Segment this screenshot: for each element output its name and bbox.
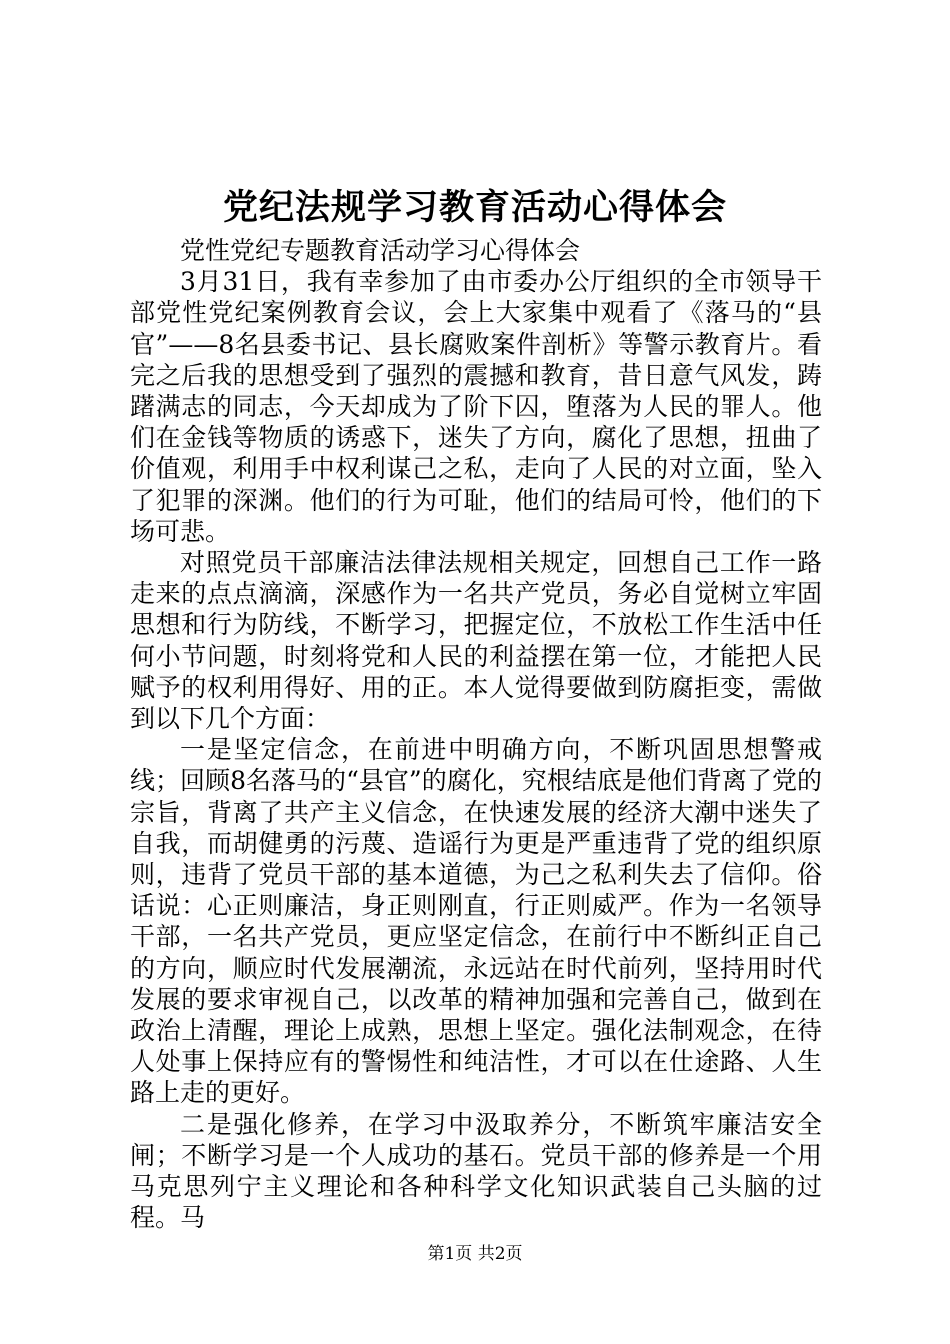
document-body [130, 235, 822, 1234]
document-title: 党纪法规学习教育活动心得体会 [222, 187, 727, 228]
body-paragraph: 一是坚定信念，在前进中明确方向，不断巩固思想警戒线；回顾8名落马的“县官”的腐化，究根结底是他们背离了党的宗旨，背离了共产主义信念，在快速发展的经济大潮中迷失了自我，而胡健勇的污蔑、造谣行为更是严重违背了党的组织原则，违背了党员干部的基本道德，为己之私利失去了信仰。俗话说：心正则廉洁，身正则刚直，行正则威严。作为一名领导干部，一名共产党员，更应坚定信念，在前行中不断纠正自己的方向，顺应时代发展潮流，永远站在时代前列，坚持用时代发展的要求审视自己，以改革的精神加强和完善自己，做到在政治上清醒，理论上成熟，思想上坚定。强化法制观念，在待人处事上保持应有的警惕性和纯洁性，才可以在仕途路、人生路上走的更好。 [130, 735, 822, 1108]
page-number-footer: 第1页 共2页 [427, 1244, 523, 1264]
body-paragraph: 二是强化修养，在学习中汲取养分，不断筑牢廉洁安全闸；不断学习是一个人成功的基石。党员干部的修养是一个用马克思列宁主义理论和各种科学文化知识武装自己头脑的过程。马 [130, 1109, 822, 1233]
body-paragraph: 3月31日，我有幸参加了由市委办公厅组织的全市领导干部党性党纪案例教育会议，会上大家集中观看了《落马的“县官”——8名县委书记、县长腐败案件剖析》等警示教育片。看完之后我的思想受到了强烈的震撼和教育，昔日意气风发，踌躇满志的同志，今天却成为了阶下囚，堕落为人民的罪人。他们在金钱等物质的诱惑下，迷失了方向，腐化了思想，扭曲了价值观，利用手中权利谋己之私，走向了人民的对立面，坠入了犯罪的深渊。他们的行为可耻，他们的结局可怜，他们的下场可悲。 [130, 267, 822, 546]
subtitle-paragraph: 党性党纪专题教育活动学习心得体会 [180, 236, 581, 265]
body-paragraph: 对照党员干部廉洁法律法规相关规定，回想自己工作一路走来的点点滴滴，深感作为一名共产党员，务必自觉树立牢固思想和行为防线，不断学习，把握定位，不放松工作生活中任何小节问题，时刻将党和人民的利益摆在第一位，才能把人民赋予的权利用得好、用的正。本人觉得要做到防腐拒变，需做到以下几个方面： [130, 548, 822, 734]
